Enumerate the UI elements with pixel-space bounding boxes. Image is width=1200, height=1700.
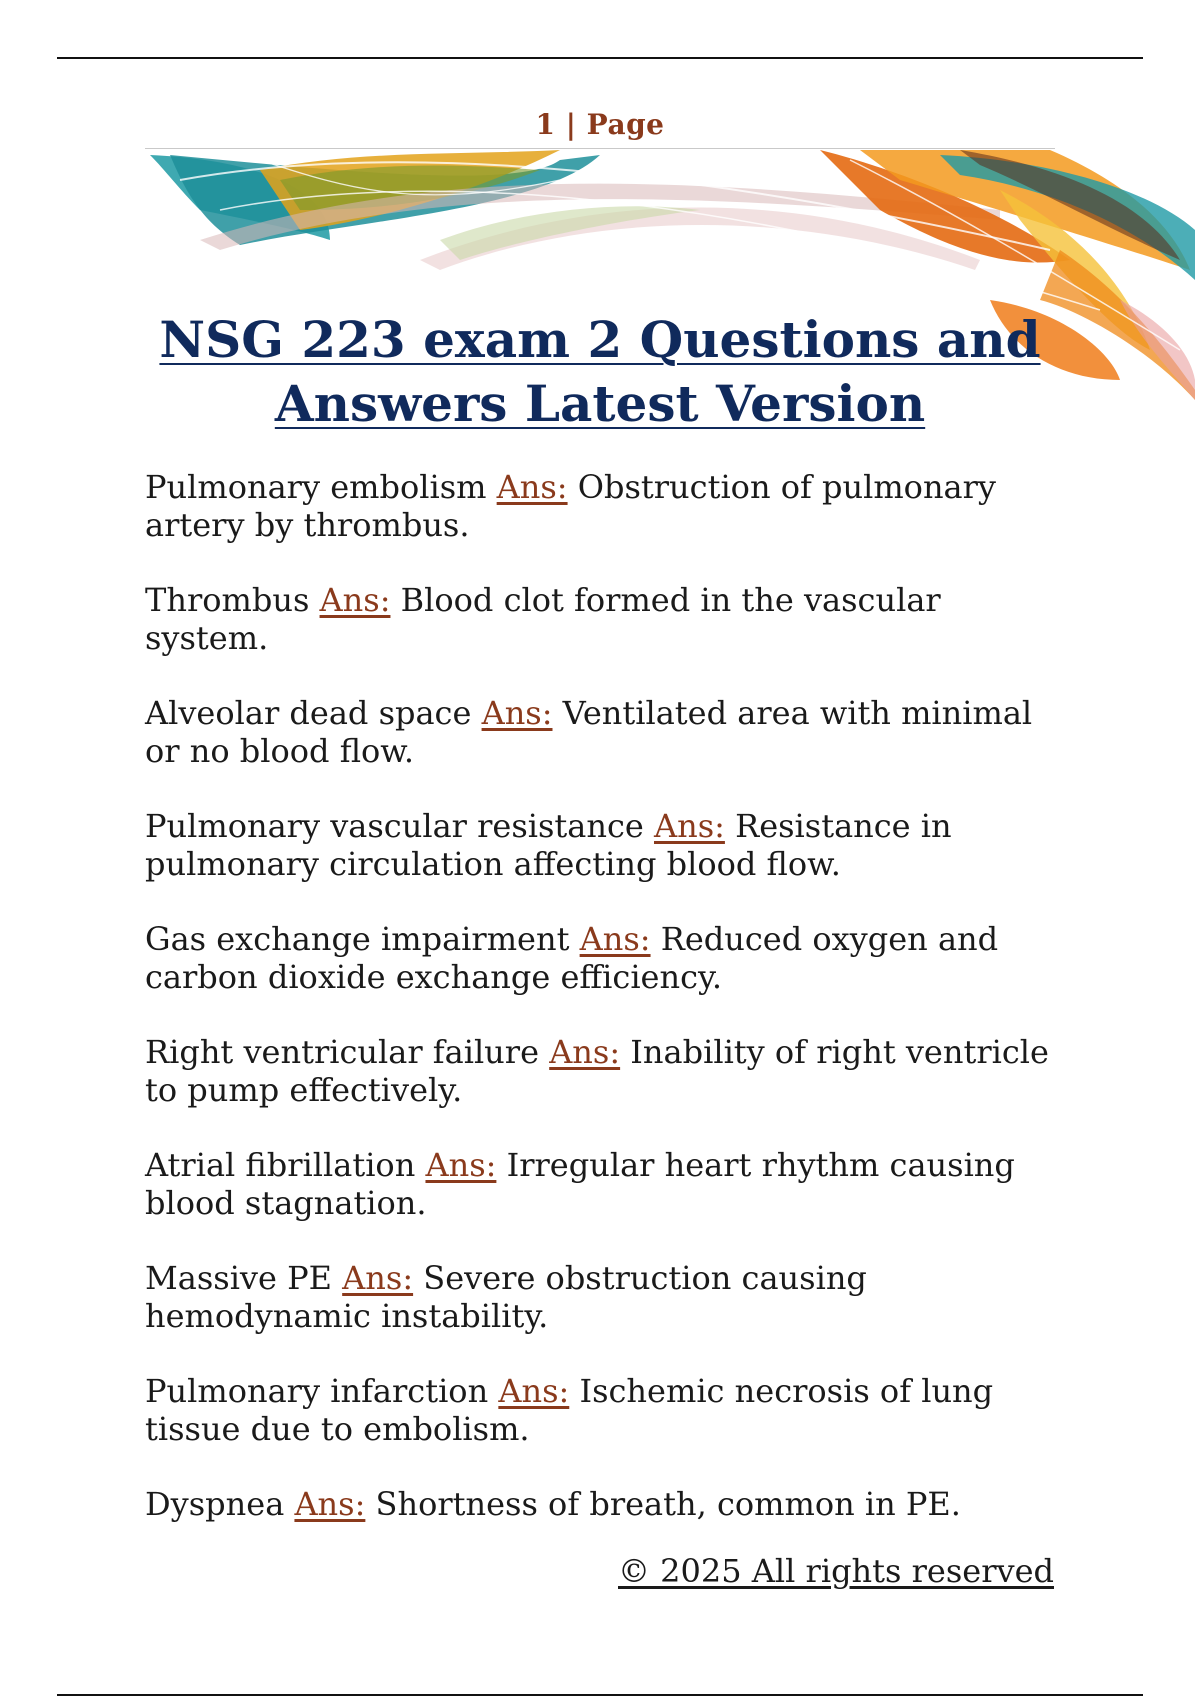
qa-definition: Blood clot formed in the vascular system. xyxy=(145,581,941,657)
qa-term: Gas exchange impairment xyxy=(145,920,570,958)
ans-label: Ans: xyxy=(549,1033,621,1071)
qa-definition: Ventilated area with minimal or no blood flow. xyxy=(145,694,1033,770)
qa-definition: Reduced oxygen and carbon dioxide exchange efficiency. xyxy=(145,920,999,996)
title-line-2: Answers Latest Version xyxy=(274,374,926,433)
qa-entry xyxy=(145,1259,1070,1335)
qa-term: Alveolar dead space xyxy=(145,694,472,732)
ans-label: Ans: xyxy=(425,1146,497,1184)
qa-entry xyxy=(145,920,1070,996)
qa-term: Pulmonary vascular resistance xyxy=(145,807,644,845)
qa-definition: Severe obstruction causing hemodynamic instability. xyxy=(145,1259,867,1335)
qa-list xyxy=(145,468,1070,1560)
qa-term: Atrial fibrillation xyxy=(145,1146,416,1184)
ans-label: Ans: xyxy=(654,807,725,845)
qa-definition: Obstruction of pulmonary artery by thrombus. xyxy=(145,468,996,544)
qa-definition: Resistance in pulmonary circulation affecting blood flow. xyxy=(145,807,952,883)
qa-definition: Inability of right ventricle to pump effectively. xyxy=(145,1033,1049,1109)
qa-definition: Ischemic necrosis of lung tissue due to embolism. xyxy=(145,1372,994,1448)
qa-term: Thrombus xyxy=(145,581,310,619)
top-rule xyxy=(57,57,1143,59)
page-number: 1 | Page xyxy=(535,108,665,141)
ans-label: Ans: xyxy=(579,920,651,958)
qa-entry xyxy=(145,468,1070,544)
document-title xyxy=(120,308,1080,436)
qa-entry xyxy=(145,1372,1070,1448)
copyright-notice: © 2025 All rights reserved xyxy=(618,1552,1054,1590)
qa-term: Pulmonary infarction xyxy=(145,1372,489,1410)
qa-definition: Irregular heart rhythm causing blood stagnation. xyxy=(145,1146,1015,1222)
qa-term: Pulmonary embolism xyxy=(145,468,487,506)
qa-entry xyxy=(145,694,1070,770)
ans-label: Ans: xyxy=(496,468,568,506)
qa-entry xyxy=(145,1485,1070,1523)
ans-label: Ans: xyxy=(294,1485,366,1523)
qa-definition: Shortness of breath, common in PE. xyxy=(375,1485,961,1523)
ans-label: Ans: xyxy=(498,1372,570,1410)
title-line-1: NSG 223 exam 2 Questions and xyxy=(159,310,1041,369)
qa-term: Right ventricular failure xyxy=(145,1033,540,1071)
qa-entry xyxy=(145,581,1070,657)
qa-term: Massive PE xyxy=(145,1259,332,1297)
qa-entry xyxy=(145,807,1070,883)
ans-label: Ans: xyxy=(342,1259,414,1297)
header-divider xyxy=(145,148,1055,149)
ans-label: Ans: xyxy=(481,694,553,732)
bottom-rule xyxy=(57,1694,1143,1696)
ans-label: Ans: xyxy=(319,581,391,619)
qa-entry xyxy=(145,1033,1070,1109)
qa-entry xyxy=(145,1146,1070,1222)
qa-term: Dyspnea xyxy=(145,1485,285,1523)
